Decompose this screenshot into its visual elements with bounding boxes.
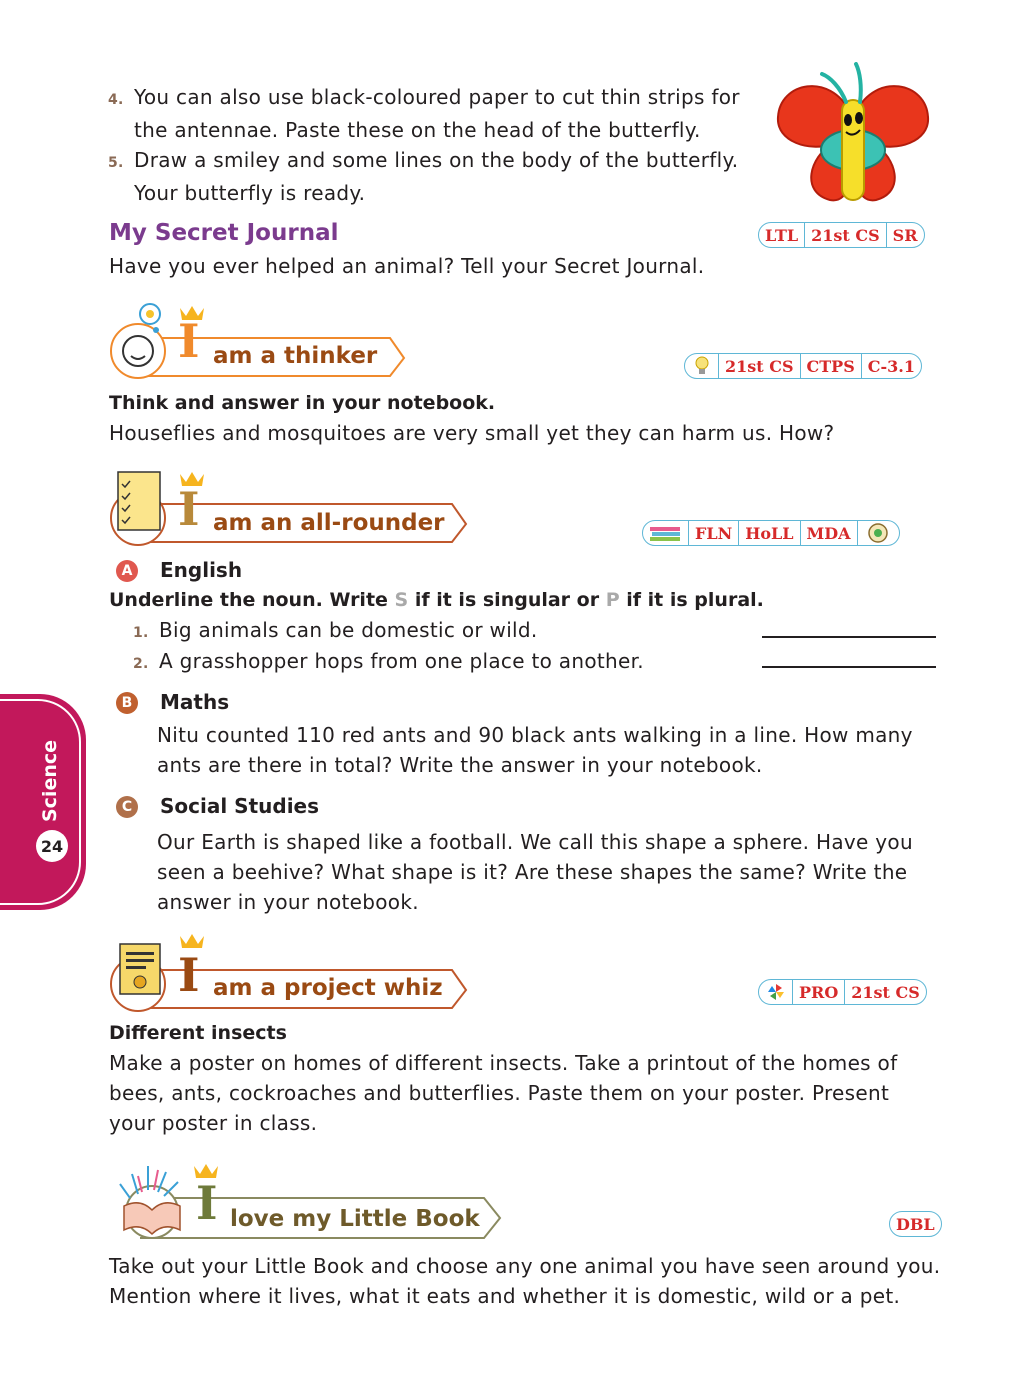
littlebook-banner-label: love my Little Book [230, 1206, 480, 1232]
maths-text: Nitu counted 110 red ants and 90 black ants walking in a line. How many ants are there in total? Write the answer in your notebook. [157, 723, 913, 777]
globe-icon [857, 521, 899, 545]
badge-b: B [116, 692, 138, 714]
step-5 [108, 145, 768, 208]
page-number: 24 [36, 830, 68, 862]
thinker-tags [684, 353, 922, 379]
tag-dbl: DBL [896, 1214, 935, 1234]
step-4 [108, 82, 768, 145]
social-title: Social Studies [160, 794, 320, 818]
project-banner-label: am a project whiz [213, 975, 443, 1001]
social-text: Our Earth is shaped like a football. We call this shape a sphere. Have you seen a beehive? What shape is it? Are these shapes the same? Write the answer in your notebook. [157, 830, 913, 914]
project-tags [758, 979, 927, 1005]
badge-c: C [116, 796, 138, 818]
steps-list [108, 82, 768, 208]
english-title: English [160, 558, 243, 582]
journal-text: Have you ever helped an animal? Tell your Secret Journal. [109, 254, 705, 278]
tag-fln: FLN [695, 523, 733, 543]
project-title: Different insects [109, 1022, 287, 1044]
books-icon [643, 521, 689, 545]
english-item-2: 2. A grasshopper hops from one place to another. [133, 649, 644, 673]
tag-sr: SR [886, 223, 924, 247]
thinker-instruction: Think and answer in your notebook. [109, 392, 496, 414]
project-text: Make a poster on homes of different insects. Take a printout of the homes of bees, ants, cockroaches and butterflies. Paste them on your poster. Present your poster in class. [109, 1051, 898, 1135]
allrounder-banner-label: am an all-rounder [213, 510, 445, 536]
badge-a: A [116, 560, 138, 582]
project-banner [108, 928, 472, 1016]
butterfly-illustration [770, 62, 935, 212]
littlebook-tags [889, 1211, 942, 1237]
tag-21st-cs: 21st CS [844, 980, 926, 1004]
project-letter: I [178, 948, 200, 1002]
side-tab-subject: Science [39, 739, 61, 823]
journal-title: My Secret Journal [109, 220, 339, 246]
answer-line-2[interactable] [762, 666, 936, 668]
tag-mda: MDA [800, 521, 857, 545]
tag-pro: PRO [799, 982, 839, 1002]
english-item-1: 1. Big animals can be domestic or wild. [133, 618, 538, 642]
tag-21st-cs: 21st CS [804, 223, 886, 247]
lightbulb-icon [685, 354, 719, 378]
thinker-banner [108, 296, 408, 382]
english-instruction: Underline the noun. Write S if it is singular or P if it is plural. [109, 589, 764, 611]
journal-tags [758, 222, 925, 248]
allrounder-tags [642, 520, 900, 546]
littlebook-letter: I [196, 1176, 218, 1230]
thinker-banner-label: am a thinker [213, 343, 378, 369]
maths-title: Maths [160, 690, 230, 714]
tag-21st-cs: 21st CS [725, 356, 794, 376]
step-text: Your butterfly is ready. [134, 181, 366, 205]
step-number: 4. [108, 92, 124, 108]
pinwheel-icon [759, 980, 793, 1004]
tag-c31: C-3.1 [861, 354, 921, 378]
side-tab [0, 694, 88, 910]
thinker-text: Houseflies and mosquitoes are very small yet they can harm us. How? [109, 421, 835, 445]
tag-ctps: CTPS [800, 354, 861, 378]
step-text: Draw a smiley and some lines on the body of the butterfly. [134, 148, 739, 172]
answer-line-1[interactable] [762, 636, 936, 638]
singular-letter: S [394, 589, 409, 611]
allrounder-letter: I [178, 482, 200, 536]
plural-letter: P [605, 589, 620, 611]
tag-holl: HoLL [738, 521, 799, 545]
step-text: the antennae. Paste these on the head of the butterfly. [134, 118, 701, 142]
allrounder-banner [108, 462, 472, 550]
step-number: 5. [108, 155, 124, 171]
tag-ltl: LTL [765, 225, 799, 245]
littlebook-text: Take out your Little Book and choose any one animal you have seen around you. Mention where it lives, what it eats and whether it is domestic, wild or a pet. [109, 1254, 941, 1308]
step-text: You can also use black-coloured paper to cut thin strips for [134, 85, 740, 109]
thinker-letter: I [178, 314, 200, 368]
